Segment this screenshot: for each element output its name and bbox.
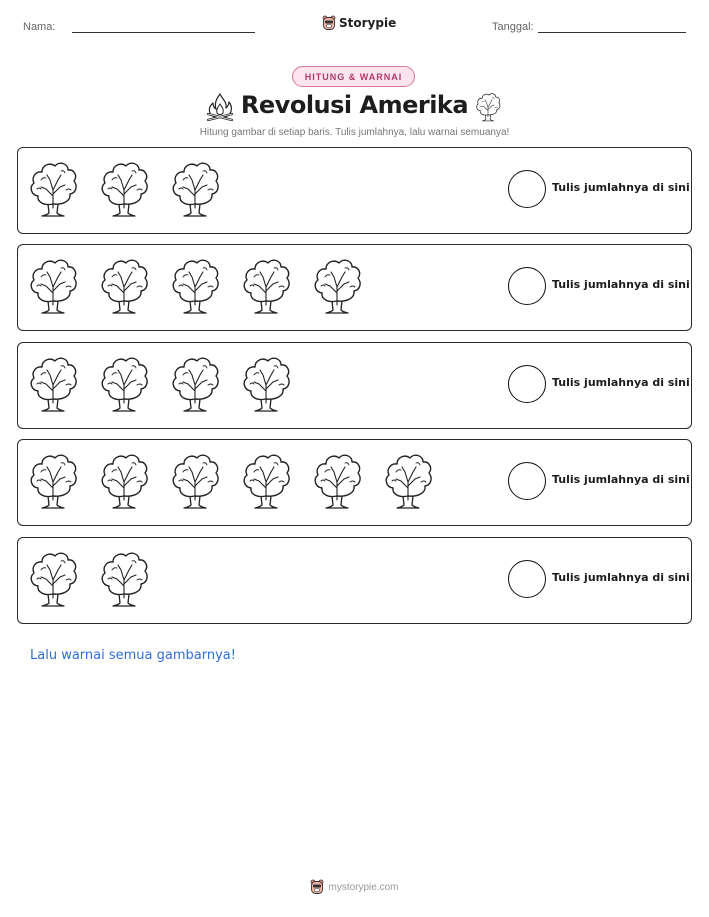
tree-icon — [170, 255, 220, 315]
counting-row — [17, 342, 692, 429]
footer-url[interactable]: mystorypie.com — [328, 881, 399, 893]
date-field-line[interactable] — [538, 32, 686, 33]
tree-icon — [170, 353, 220, 413]
tree-icon — [28, 450, 78, 510]
tree-icon — [99, 548, 149, 608]
tree-icon — [99, 255, 149, 315]
tree-icon — [383, 450, 433, 510]
answer-label: Tulis jumlahnya di sini — [552, 473, 690, 486]
answer-circle[interactable] — [508, 365, 546, 403]
footer — [0, 879, 709, 895]
tree-icon — [241, 255, 291, 315]
bear-logo-icon — [310, 879, 324, 895]
answer-label: Tulis jumlahnya di sini — [552, 278, 690, 291]
tree-icon — [28, 158, 78, 218]
answer-label: Tulis jumlahnya di sini — [552, 181, 690, 194]
bear-logo-icon — [322, 15, 336, 31]
counting-row — [17, 439, 692, 526]
counting-row — [17, 537, 692, 624]
answer-label: Tulis jumlahnya di sini — [552, 571, 690, 584]
date-label: Tanggal: — [492, 21, 534, 33]
brand-name: Storypie — [339, 16, 397, 30]
tree-icon — [312, 450, 362, 510]
tree-icon — [170, 158, 220, 218]
tree-icon — [99, 353, 149, 413]
counting-row — [17, 147, 692, 234]
answer-label: Tulis jumlahnya di sini — [552, 376, 690, 389]
tree-icon — [28, 353, 78, 413]
instructions: Hitung gambar di setiap baris. Tulis jumlahnya, lalu warnai semuanya! — [199, 127, 510, 138]
brand-logo — [322, 13, 396, 33]
closing-instruction: Lalu warnai semua gambarnya! — [30, 648, 236, 663]
answer-circle[interactable] — [508, 462, 546, 500]
tree-icon — [99, 158, 149, 218]
answer-circle[interactable] — [508, 560, 546, 598]
tree-icon — [312, 255, 362, 315]
tree-icon — [475, 91, 501, 122]
tree-icon — [99, 450, 149, 510]
activity-badge: HITUNG & WARNAI — [292, 66, 415, 87]
counting-row — [17, 244, 692, 331]
tree-icon — [241, 353, 291, 413]
answer-circle[interactable] — [508, 170, 546, 208]
name-field-line[interactable] — [72, 32, 255, 33]
name-label: Nama: — [23, 21, 56, 33]
answer-circle[interactable] — [508, 267, 546, 305]
page-title: Revolusi Amerika — [240, 91, 469, 119]
tree-icon — [241, 450, 291, 510]
tree-icon — [170, 450, 220, 510]
tree-icon — [28, 548, 78, 608]
tree-icon — [28, 255, 78, 315]
